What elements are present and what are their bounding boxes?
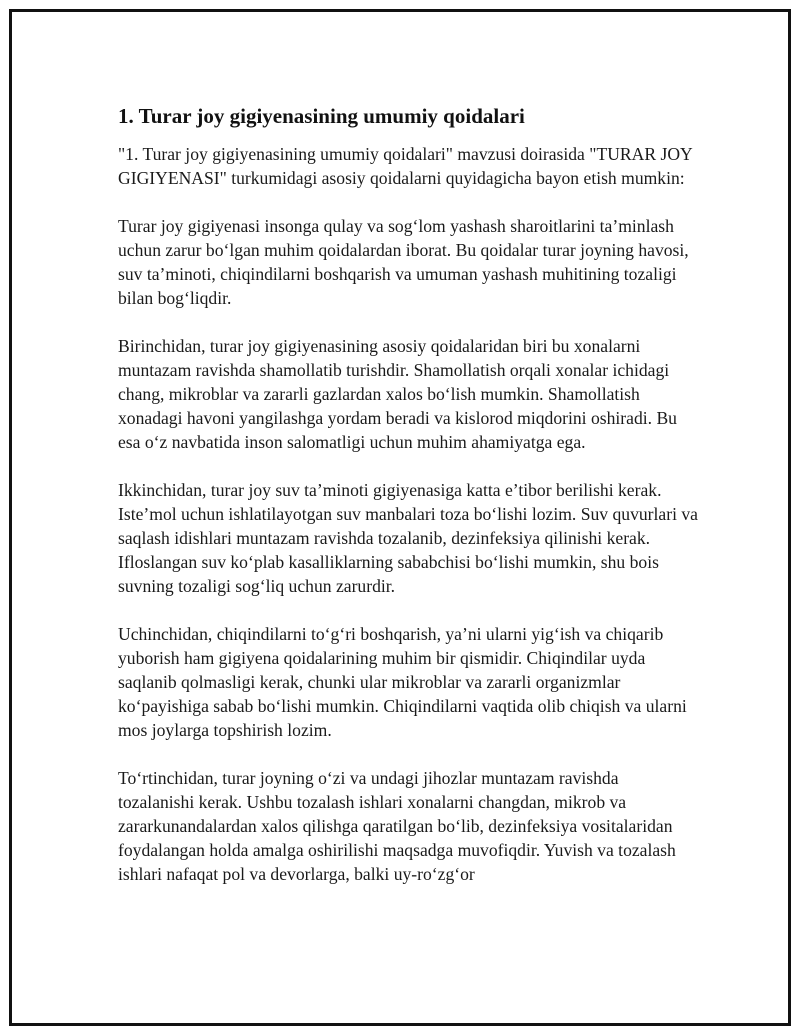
paragraph-water-supply: Ikkinchidan, turar joy suv ta’minoti gigiyenasiga katta e’tibor berilishi kerak. Iste’mol uchun ishlatilayotgan suv manbalari toza bo‘lishi lozim. Suv quvurlari va saqlash idishlari muntazam ravishda tozalanib, dezinfeksiya qilinishi kerak. Ifloslangan suv ko‘plab kasalliklarning sababchisi bo‘lishi mumkin, shu bois suvning tozaligi sog‘liq uchun zarurdir.	[118, 480, 698, 596]
paragraph-intro: "1. Turar joy gigiyenasining umumiy qoidalari" mavzusi doirasida "TURAR JOY GIGIYENASI" turkumidagi asosiy qoidalarni quyidagicha bayon etish mumkin:	[118, 144, 693, 188]
paragraph-overview: Turar joy gigiyenasi insonga qulay va sog‘lom yashash sharoitlarini ta’minlash uchun zarur bo‘lgan muhim qoidalardan iborat. Bu qoidalar turar joyning havosi, suv ta’minoti, chiqindilarni boshqarish va umuman yashash muhitining tozaligi bilan bog‘liqdir.	[118, 216, 689, 308]
document-content	[118, 102, 698, 910]
section-heading: 1. Turar joy gigiyenasining umumiy qoidalari	[118, 104, 525, 128]
paragraph-cleaning: To‘rtinchidan, turar joyning o‘zi va undagi jihozlar muntazam ravishda tozalanishi kerak. Ushbu tozalash ishlari xonalarni changdan, mikrob va zararkunandalardan xalos qilishga qaratilgan bo‘lib, dezinfeksiya vositalaridan foydalangan holda amalga oshirilishi maqsadga muvofiqdir. Yuvish va tozalash ishlari nafaqat pol va devorlarga, balki uy-ro‘zg‘or	[118, 768, 676, 884]
page-frame	[9, 9, 791, 1026]
paragraph-waste-management: Uchinchidan, chiqindilarni to‘g‘ri boshqarish, ya’ni ularni yig‘ish va chiqarib yuborish ham gigiyena qoidalarining muhim bir qismidir. Chiqindilar uyda saqlanib qolmasligi kerak, chunki ular mikroblar va zararli organizmlar ko‘payishiga sabab bo‘lishi mumkin. Chiqindilarni vaqtida olib chiqish va ularni mos joylarga topshirish lozim.	[118, 624, 687, 740]
paragraph-ventilation: Birinchidan, turar joy gigiyenasining asosiy qoidalaridan biri bu xonalarni muntazam ravishda shamollatib turishdir. Shamollatish orqali xonalar ichidagi chang, mikroblar va zararli gazlardan xalos bo‘lish mumkin. Shamollatish xonadagi havoni yangilashga yordam beradi va kislorod miqdorini oshiradi. Bu esa o‘z navbatida inson salomatligi uchun muhim ahamiyatga ega.	[118, 336, 677, 452]
